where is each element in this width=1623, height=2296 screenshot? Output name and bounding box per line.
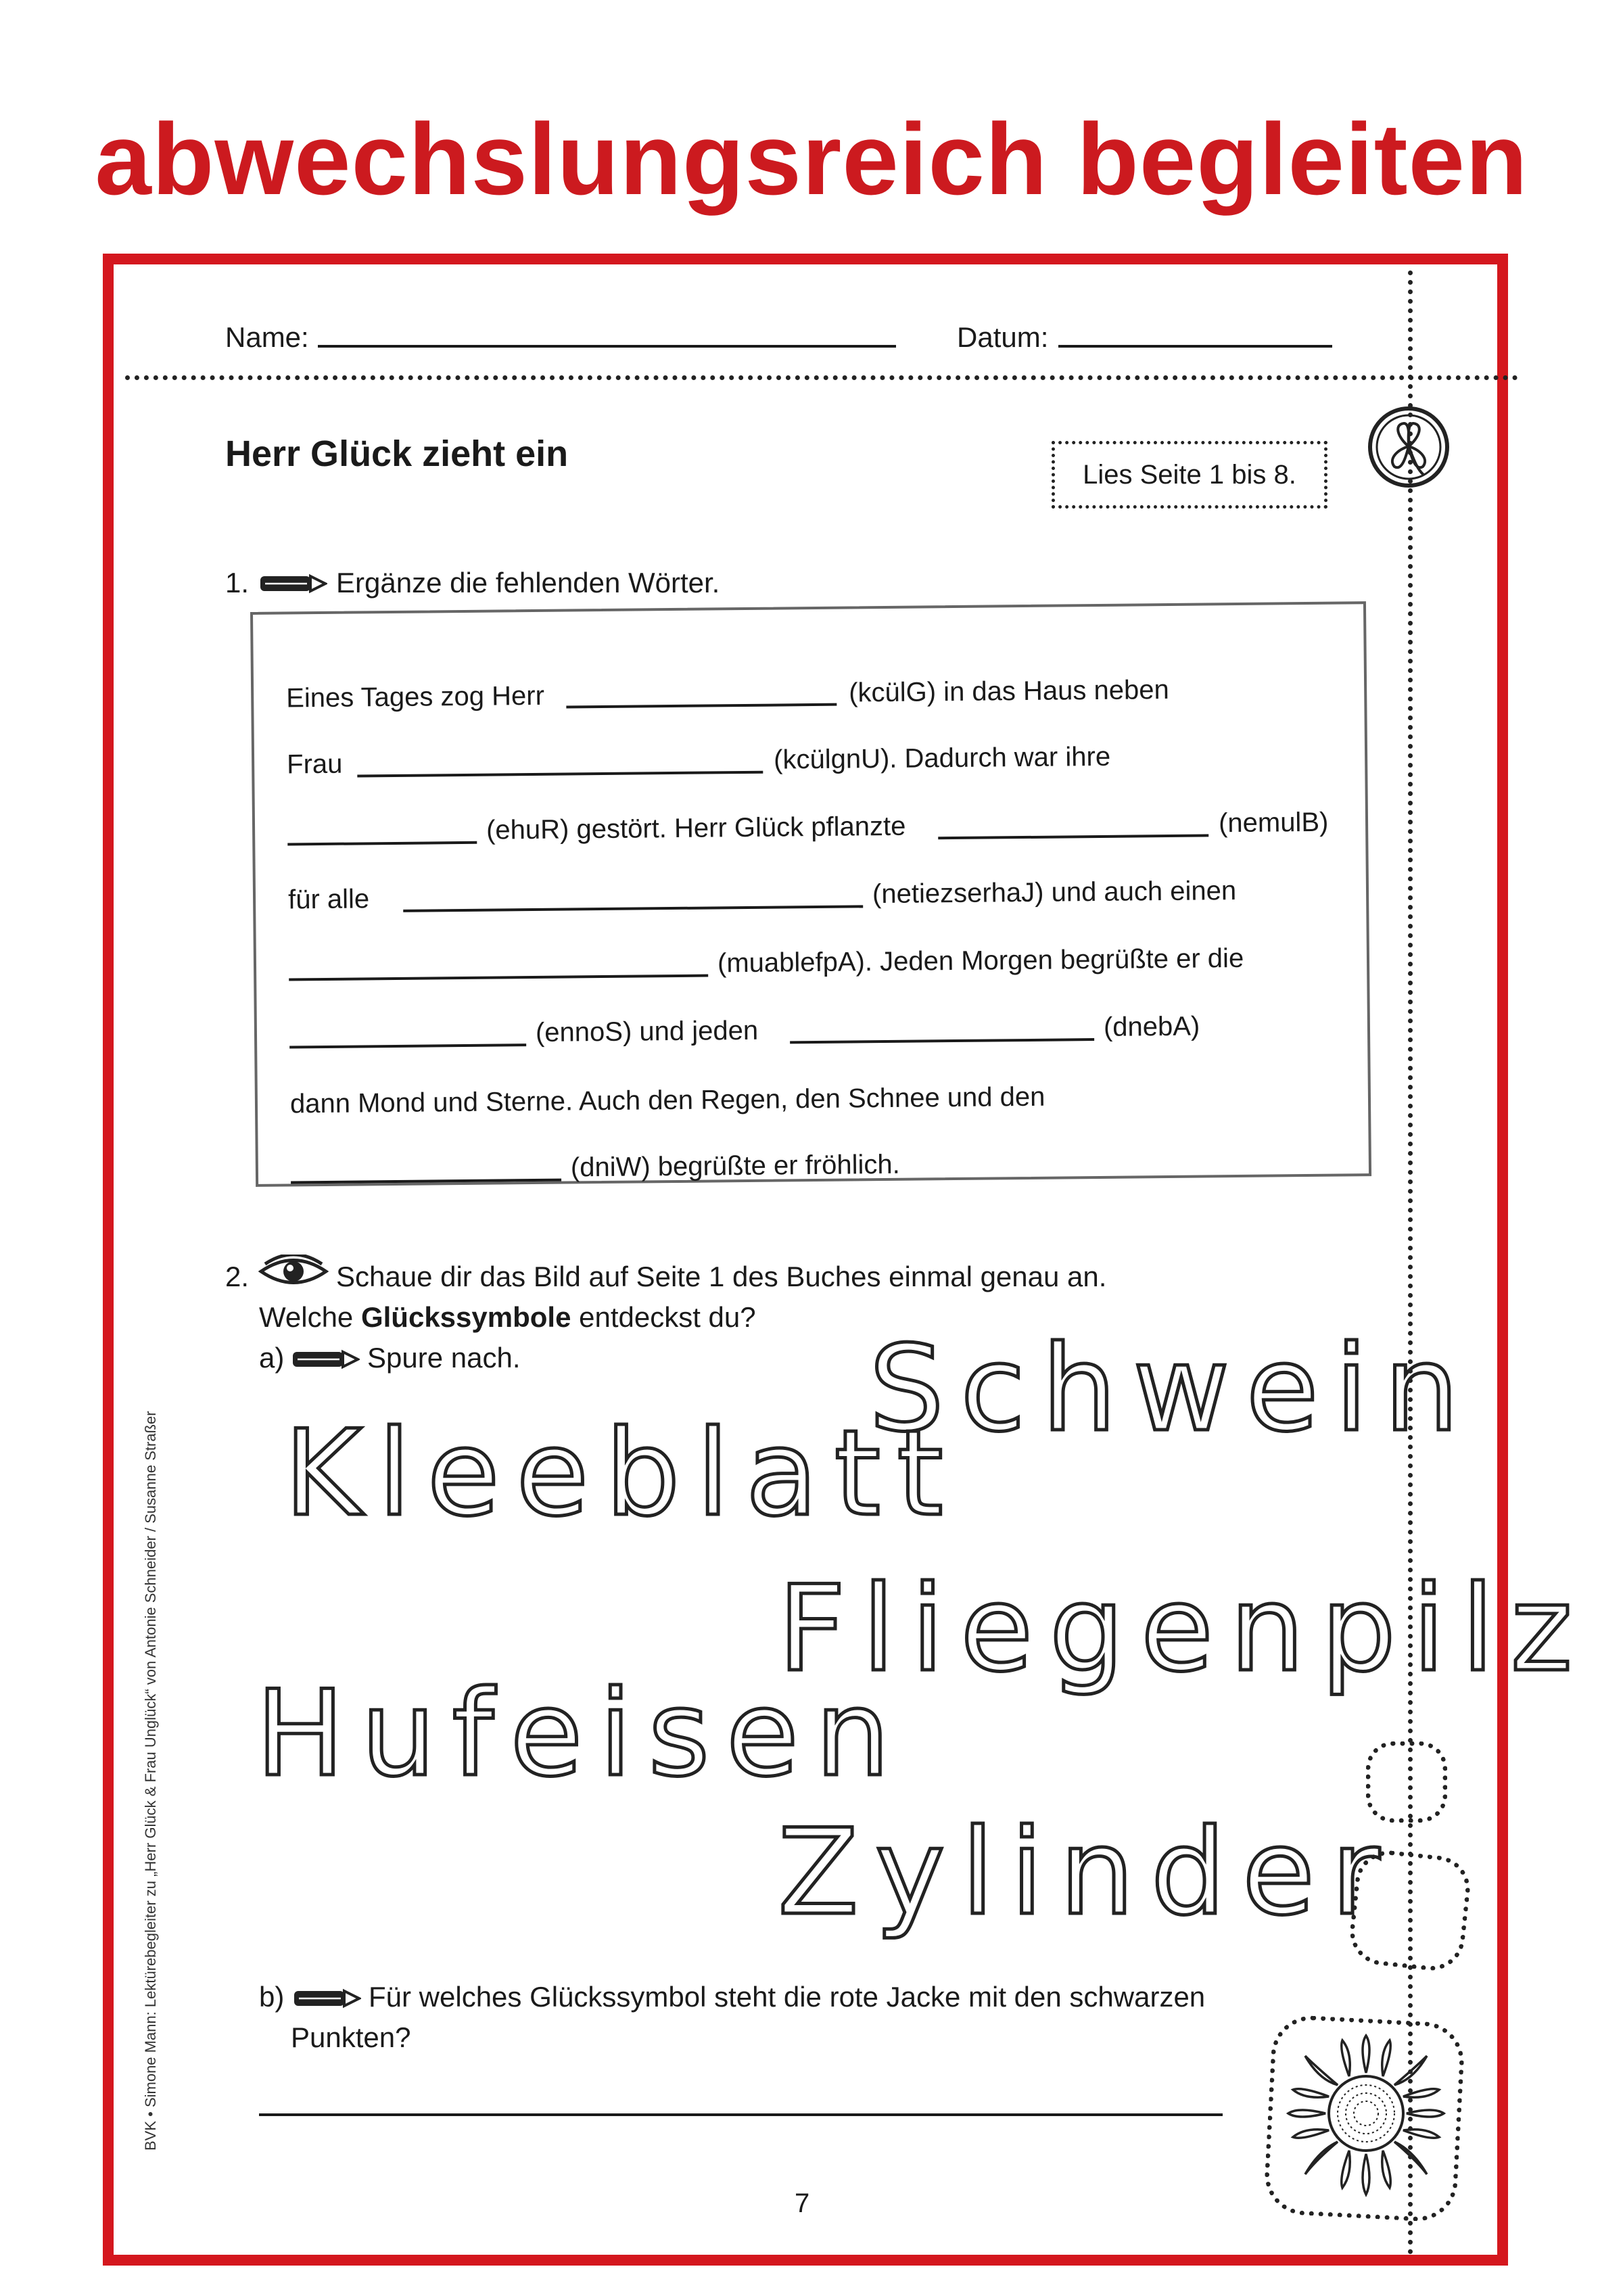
cloze-gap[interactable] [289,1044,526,1048]
cloze-text: (kcülgnU). Dadurch war ihre [773,741,1111,775]
task1-number: 1. [225,567,250,599]
task2-line2-post: entdeckst du? [571,1301,756,1333]
name-label: Name: [225,321,309,353]
traced-word-schwein[interactable]: Schwein [869,1321,1476,1458]
date-label: Datum: [957,321,1049,353]
read-hint-box: Lies Seite 1 bis 8. [1052,441,1327,509]
task2a-text: Spure nach. [367,1342,521,1374]
cloze-text: dann Mond und Sterne. Auch den Regen, den Schnee und den [289,1081,1045,1119]
cloze-text-box [250,601,1371,1187]
cloze-gap[interactable] [403,905,863,912]
task2b-label: b) [259,1981,285,2013]
cloze-text: (ennoS) und jeden [535,1015,759,1048]
cloze-gap[interactable] [566,703,837,709]
pencil-icon [258,573,327,594]
cloze-text: (ehuR) gestört. Herr Glück pflanzte [486,811,906,845]
cloze-text: Eines Tages zog Herr [286,680,545,713]
cloze-text: (nemulB) [1218,807,1329,839]
cloze-gap[interactable] [938,834,1208,839]
cloze-gap[interactable] [289,975,708,981]
cloze-text: Frau [286,749,343,780]
headline: abwechslungsreich begleiten [95,102,1528,216]
cloze-gap[interactable] [790,1038,1094,1044]
page-number: 7 [795,2188,810,2218]
dotted-separator [125,375,1518,380]
traced-word-hufeisen[interactable]: Hufeisen [256,1666,907,1803]
pencil-icon [292,1988,361,2009]
cloze-text: (kcülG) in das Haus neben [848,674,1169,708]
sunflower-icon [1285,2032,1447,2201]
date-line[interactable] [1058,345,1332,348]
task1-instruction: Ergänze die fehlenden Wörter. [336,567,720,599]
answer-line[interactable] [259,2113,1223,2116]
pencil-icon [291,1349,360,1369]
cloze-text: für alle [287,884,370,915]
cloze-gap[interactable] [357,771,763,778]
task2-line2-pre: Welche [259,1301,361,1333]
name-line[interactable] [318,345,896,348]
task2-line2-bold: Glückssymbole [360,1301,571,1333]
task2-line2 [259,1298,756,1336]
dotted-decoration [1366,1741,1447,1823]
cloze-text: (dniW) begrüßte er fröhlich. [570,1149,900,1183]
dotted-decoration [1347,1848,1474,1974]
traced-word-zylinder[interactable]: Zylinder [778,1804,1396,1942]
task2b-text2: Punkten? [291,2021,411,2053]
eye-icon [258,1255,329,1288]
cloze-gap[interactable] [291,1179,561,1184]
worksheet-title: Herr Glück zieht ein [225,434,569,474]
cloze-gap[interactable] [287,841,477,846]
task2b-text1: Für welches Glückssymbol steht die rote Jacke mit den schwarzen [369,1981,1206,2013]
clover-icon [1366,404,1451,490]
traced-word-kleeblatt[interactable]: Kleeblatt [284,1405,960,1543]
traced-word-fliegenpilz[interactable]: Fliegenpilz [778,1561,1589,1698]
cloze-text: (netiezserhaJ) und auch einen [872,876,1237,910]
task2-number: 2. [225,1261,250,1292]
cloze-text: (dnebA) [1103,1011,1200,1042]
cloze-text: (muablefpA). Jeden Morgen begrüßte er die [717,943,1244,979]
task2-line1: Schaue dir das Bild auf Seite 1 des Buches einmal genau an. [336,1261,1107,1292]
credit-text: BVK • Simone Mann: Lektürebegleiter zu „Herr Glück & Frau Unglück“ von Antonie Schneider / Susanne Straßer [142,1411,159,2151]
task2a-label: a) [259,1342,285,1374]
